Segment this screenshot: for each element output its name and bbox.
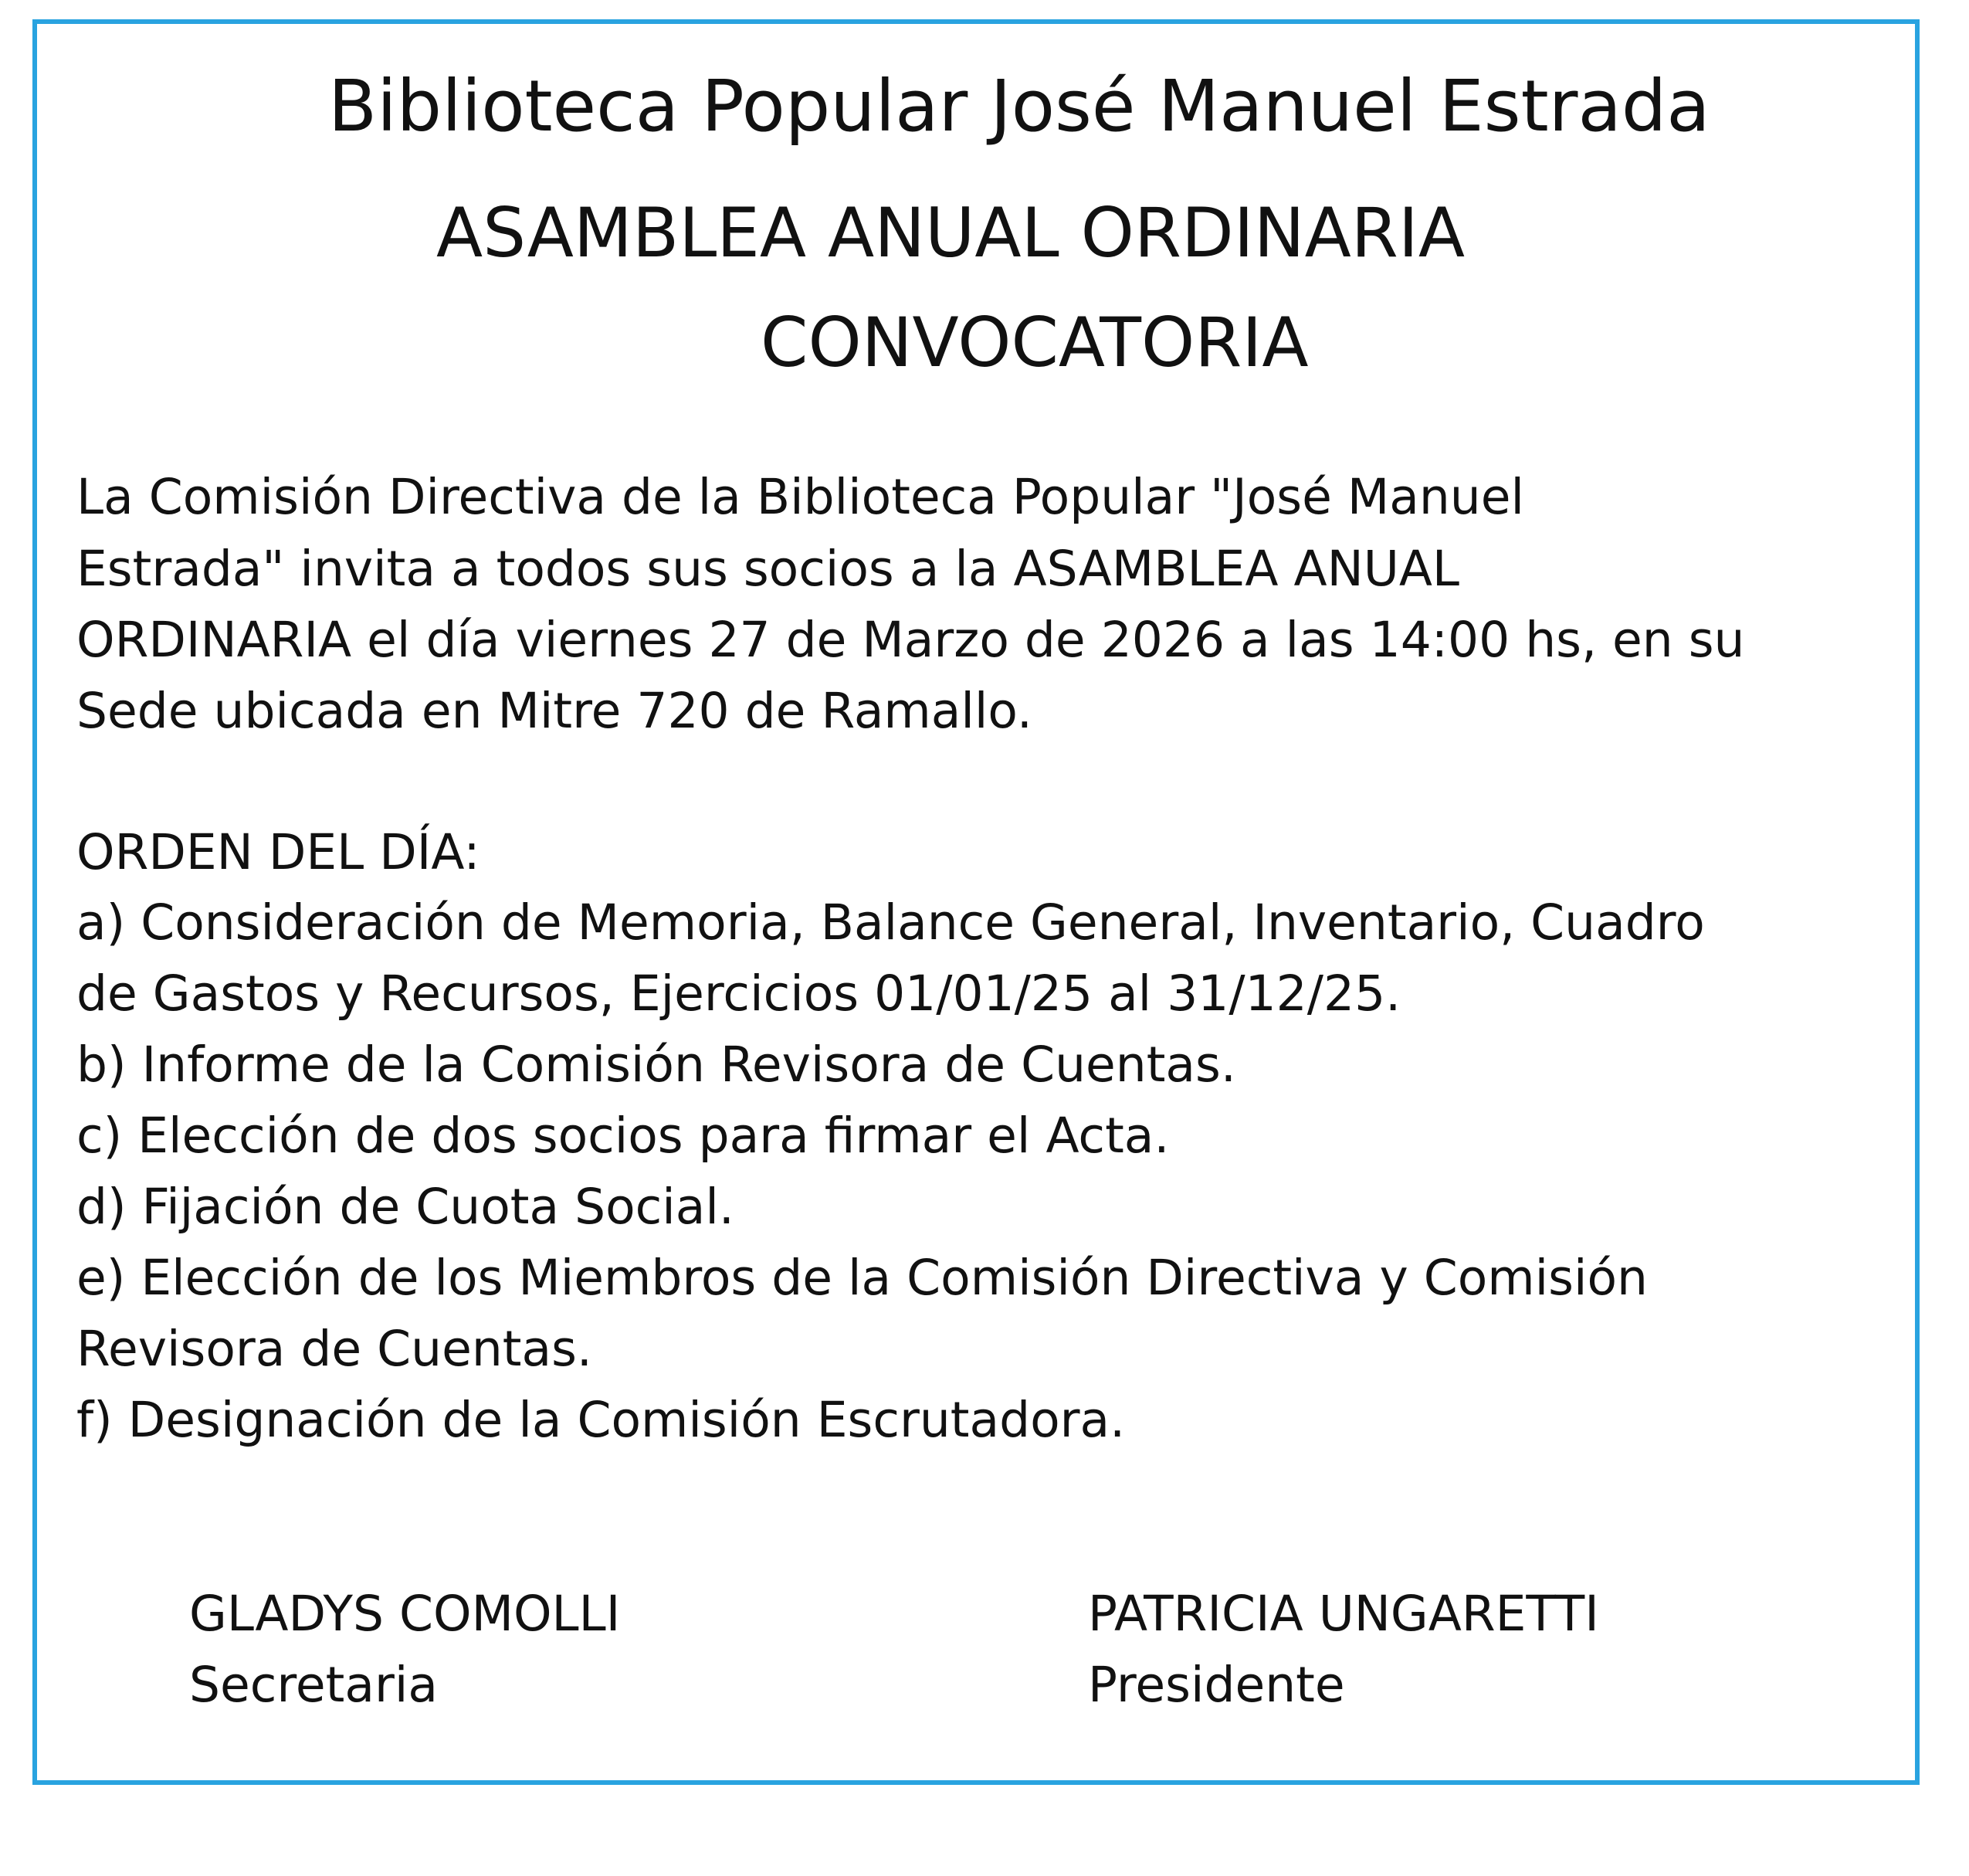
intro-line: ORDINARIA el día viernes 27 de Marzo de 2026 a las 14:00 hs, en su: [76, 612, 1745, 668]
intro-line: La Comisión Directiva de la Biblioteca Popular "José Manuel: [76, 469, 1524, 525]
signature-role-president: Presidente: [1088, 1657, 1345, 1713]
organization-title: Biblioteca Popular José Manuel Estrada: [328, 65, 1710, 148]
agenda-item: b) Informe de la Comisión Revisora de Cuentas.: [76, 1036, 1236, 1093]
signature-name-president: PATRICIA UNGARETTI: [1088, 1586, 1599, 1642]
agenda-item: d) Fijación de Cuota Social.: [76, 1179, 734, 1235]
convocation-heading: CONVOCATORIA: [761, 303, 1309, 382]
agenda-item: e) Elección de los Miembros de la Comisión Directiva y Comisión: [76, 1250, 1648, 1306]
assembly-heading: ASAMBLEA ANUAL ORDINARIA: [436, 193, 1466, 273]
agenda-item: f) Designación de la Comisión Escrutadora.: [76, 1392, 1126, 1448]
agenda-item: de Gastos y Recursos, Ejercicios 01/01/25 al 31/12/25.: [76, 965, 1401, 1022]
agenda-item: c) Elección de dos socios para firmar el Acta.: [76, 1108, 1170, 1164]
agenda-item: a) Consideración de Memoria, Balance General, Inventario, Cuadro: [76, 894, 1705, 951]
intro-line: Estrada" invita a todos sus socios a la ASAMBLEA ANUAL: [76, 541, 1460, 597]
intro-line: Sede ubicada en Mitre 720 de Ramallo.: [76, 683, 1032, 739]
signature-role-secretary: Secretaria: [189, 1657, 438, 1713]
agenda-item: Revisora de Cuentas.: [76, 1321, 592, 1377]
agenda-title: ORDEN DEL DÍA:: [76, 824, 480, 880]
signature-name-secretary: GLADYS COMOLLI: [189, 1586, 621, 1642]
